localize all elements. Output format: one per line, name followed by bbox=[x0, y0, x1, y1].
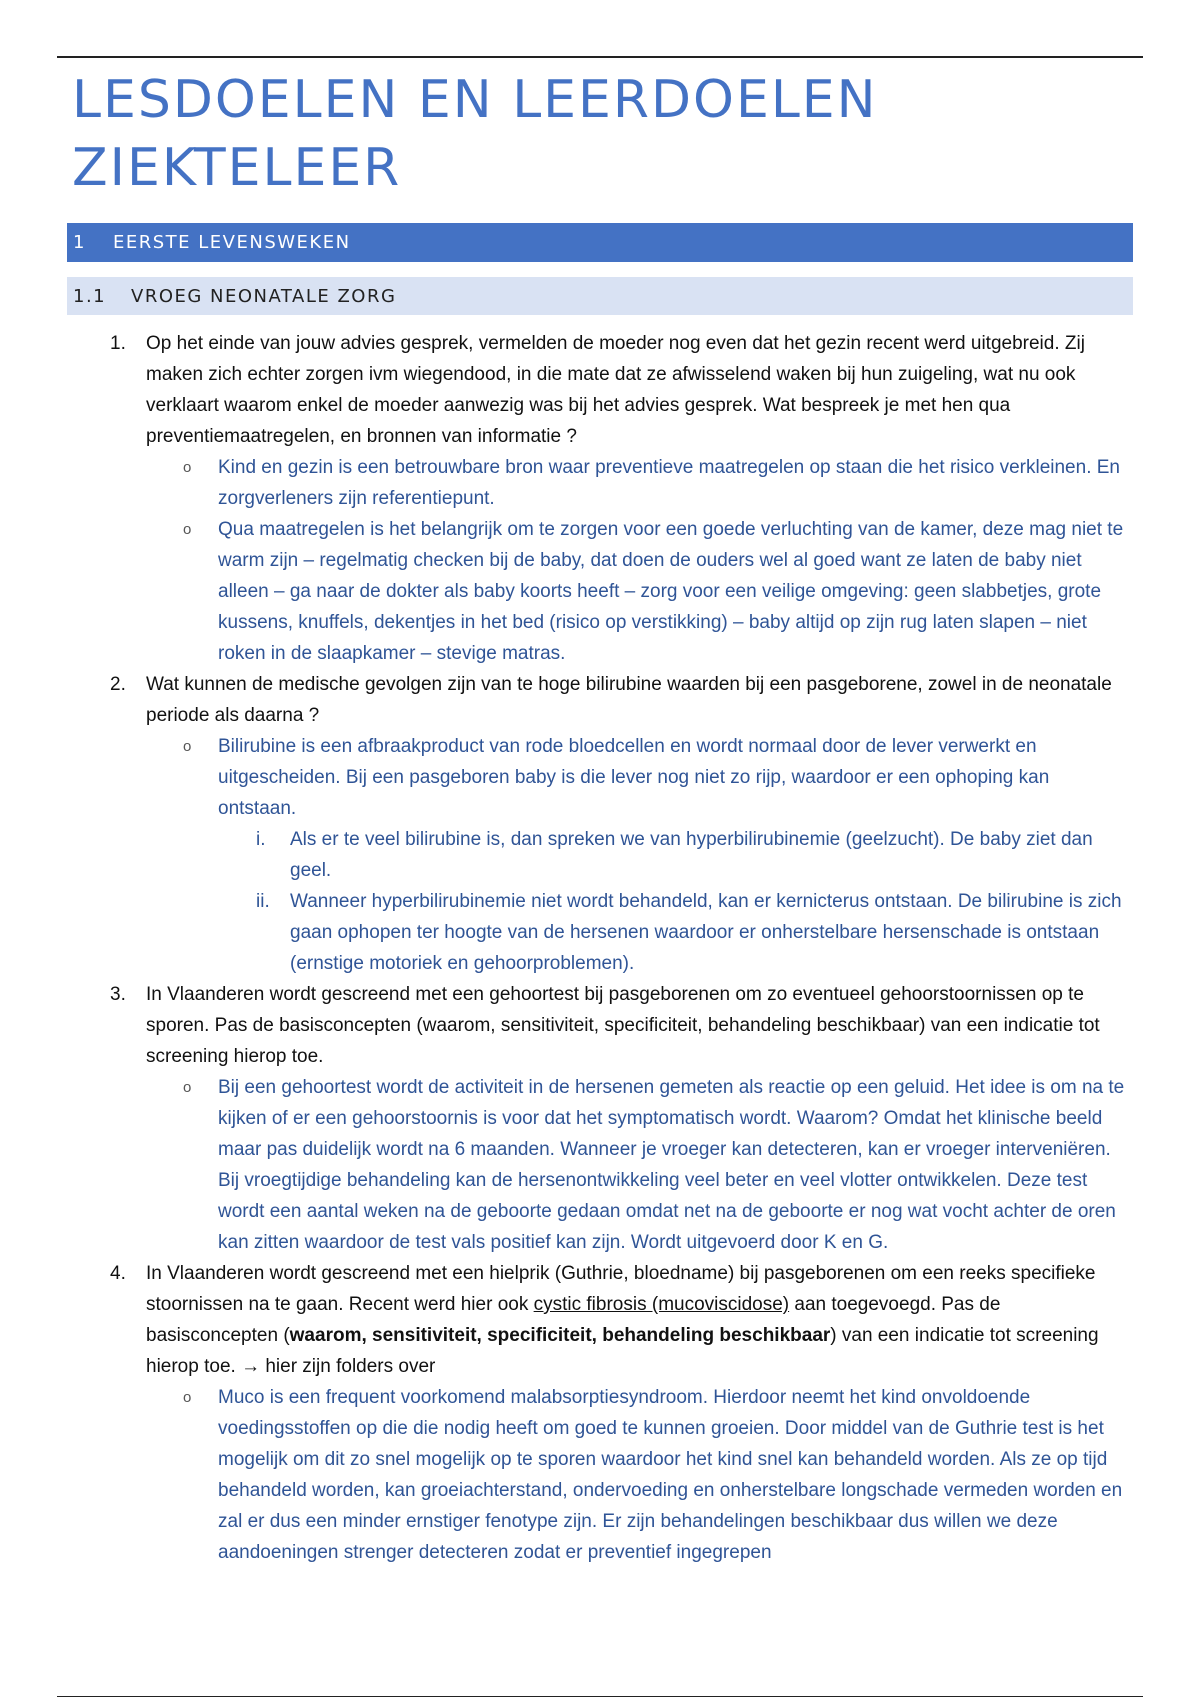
question-3 bbox=[0, 979, 1200, 1072]
question-number: 4. bbox=[110, 1263, 126, 1284]
document-title: LESDOELEN EN LEERDOELEN ZIEKTELEER bbox=[72, 70, 878, 198]
sub-point bbox=[0, 824, 1200, 886]
question-2 bbox=[0, 669, 1200, 731]
bullet-icon: o bbox=[183, 1389, 192, 1406]
question-text: Op het einde van jouw advies gesprek, vermelden de moeder nog even dat het gezin recent werd uitgebreid. Zij maken zich echter zorgen ivm wiegendood, in die mate dat ze afwisselend waken bij hun zuigeling, wat nu ook verklaart waarom enkel de moeder aanwezig was bij het advies gesprek. Wat bespreek je met hen qua preventiemaatregelen, en bronnen van informatie ? bbox=[146, 333, 1085, 447]
question-text: In Vlaanderen wordt gescreend met een gehoortest bij pasgeborenen om zo eventueel gehoorstoornissen op te sporen. Pas de basisconcepten (waarom, sensitiviteit, specificiteit, behandeling beschikbaar) van een indicatie tot screening hierop toe. bbox=[146, 984, 1100, 1067]
bullet-icon: o bbox=[183, 459, 192, 476]
bullet-icon: o bbox=[183, 738, 192, 755]
answer-text: Bilirubine is een afbraakproduct van rode bloedcellen en wordt normaal door de lever verwerkt en uitgescheiden. Bij een pasgeboren baby is die lever nog niet zo rijp, waardoor er een ophoping kan ontstaan. bbox=[218, 736, 1050, 819]
question-text-part: ) van een indicatie tot screening hierop toe. → hier zijn folders over bbox=[146, 1325, 1099, 1377]
bullet-icon: o bbox=[183, 521, 192, 538]
answer-text: Muco is een frequent voorkomend malabsorptiesyndroom. Hierdoor neemt het kind onvoldoende voedingsstoffen op die die nodig heeft om goed te kunnen groeien. Door middel van de Guthrie test is het mogelijk om dit zo snel mogelijk op te sporen waardoor het kind snel kan behandeld worden. Als ze op tijd behandeld worden, kan groeiachterstand, ondervoeding en onherstelbare longschade vermeden worden en zal er dus een minder ernstiger fenotype zijn. Er zijn behandelingen beschikbaar dus willen we deze aandoeningen strenger detecteren zodat er preventief ingegrepen bbox=[218, 1387, 1123, 1563]
bold-concepts: waarom, sensitiviteit, specificiteit, behandeling beschikbaar bbox=[289, 1325, 831, 1346]
sub-point-text: Als er te veel bilirubine is, dan spreken we van hyperbilirubinemie (geelzucht). De baby ziet dan geel. bbox=[290, 829, 1093, 881]
question-text bbox=[146, 1263, 1099, 1377]
document-body bbox=[0, 328, 1200, 1568]
question-number: 2. bbox=[110, 674, 126, 695]
answer-item bbox=[0, 1382, 1200, 1568]
answer-item bbox=[0, 514, 1200, 669]
section-heading bbox=[67, 223, 1133, 262]
answer-item bbox=[0, 731, 1200, 824]
question-number: 1. bbox=[110, 333, 126, 354]
bullet-icon: o bbox=[183, 1079, 192, 1096]
sub-point-number: i. bbox=[256, 829, 266, 850]
sub-point-number: ii. bbox=[256, 891, 270, 912]
subsection-number: 1.1 bbox=[73, 285, 107, 307]
question-number: 3. bbox=[110, 984, 126, 1005]
question-text: Wat kunnen de medische gevolgen zijn van te hoge bilirubine waarden bij een pasgeborene, zowel in de neonatale periode als daarna ? bbox=[146, 674, 1112, 726]
section-title: EERSTE LEVENSWEKEN bbox=[113, 232, 351, 253]
sub-point-text: Wanneer hyperbilirubinemie niet wordt behandeld, kan er kernicterus ontstaan. De bilirubine is zich gaan ophopen ter hoogte van de hersenen waardoor er onherstelbare hersenschade is ontstaan (ernstige motoriek en gehoorproblemen). bbox=[290, 891, 1122, 974]
question-4 bbox=[0, 1258, 1200, 1382]
subsection-heading bbox=[67, 277, 1133, 315]
answer-text: Bij een gehoortest wordt de activiteit in de hersenen gemeten als reactie op een geluid. Het idee is om na te kijken of er een gehoorstoornis is voor dat het symptomatisch wordt. Waarom? Omdat het klinische beeld maar pas duidelijk wordt na 6 maanden. Wanneer je vroeger kan detecteren, kan er vroeger interveniëren. Bij vroegtijdige behandeling kan de hersenontwikkeling veel beter en veel vlotter ontwikkelen. Deze test wordt een aantal weken na de geboorte gedaan omdat net na de geboorte er nog wat vocht achter de oren kan zitten waardoor de test vals positief kan zijn. Wordt uitgevoerd door K en G. bbox=[218, 1077, 1125, 1253]
question-1 bbox=[0, 328, 1200, 452]
answer-item bbox=[0, 1072, 1200, 1258]
question-text-part: aan toegevoegd. Pas de basisconcepten ( bbox=[146, 1294, 1001, 1346]
subsection-title: VROEG NEONATALE ZORG bbox=[131, 285, 397, 307]
answer-text: Kind en gezin is een betrouwbare bron waar preventieve maatregelen op staan die het risico verkleinen. En zorgverleners zijn referentiepunt. bbox=[218, 457, 1120, 509]
answer-text: Qua maatregelen is het belangrijk om te zorgen voor een goede verluchting van de kamer, deze mag niet te warm zijn – regelmatig checken bij de baby, dat doen de ouders wel al goed want ze laten de baby niet alleen – ga naar de dokter als baby koorts heeft – zorg voor een veilige omgeving: geen slabbetjes, grote kussens, knuffels, dekentjes in het bed (risico op verstikking) – baby altijd op zijn rug laten slapen – niet roken in de slaapkamer – stevige matras. bbox=[218, 519, 1124, 664]
bottom-rule bbox=[57, 1696, 1143, 1697]
sub-point bbox=[0, 886, 1200, 979]
top-rule bbox=[57, 56, 1143, 58]
question-text-part: In Vlaanderen wordt gescreend met een hielprik (Guthrie, bloedname) bij pasgeborenen om een reeks specifieke stoornissen na te gaan. Recent werd hier ook bbox=[146, 1263, 1096, 1315]
answer-item bbox=[0, 452, 1200, 514]
underlined-term: cystic fibrosis (mucoviscidose) bbox=[533, 1294, 790, 1315]
section-number: 1 bbox=[73, 232, 86, 253]
